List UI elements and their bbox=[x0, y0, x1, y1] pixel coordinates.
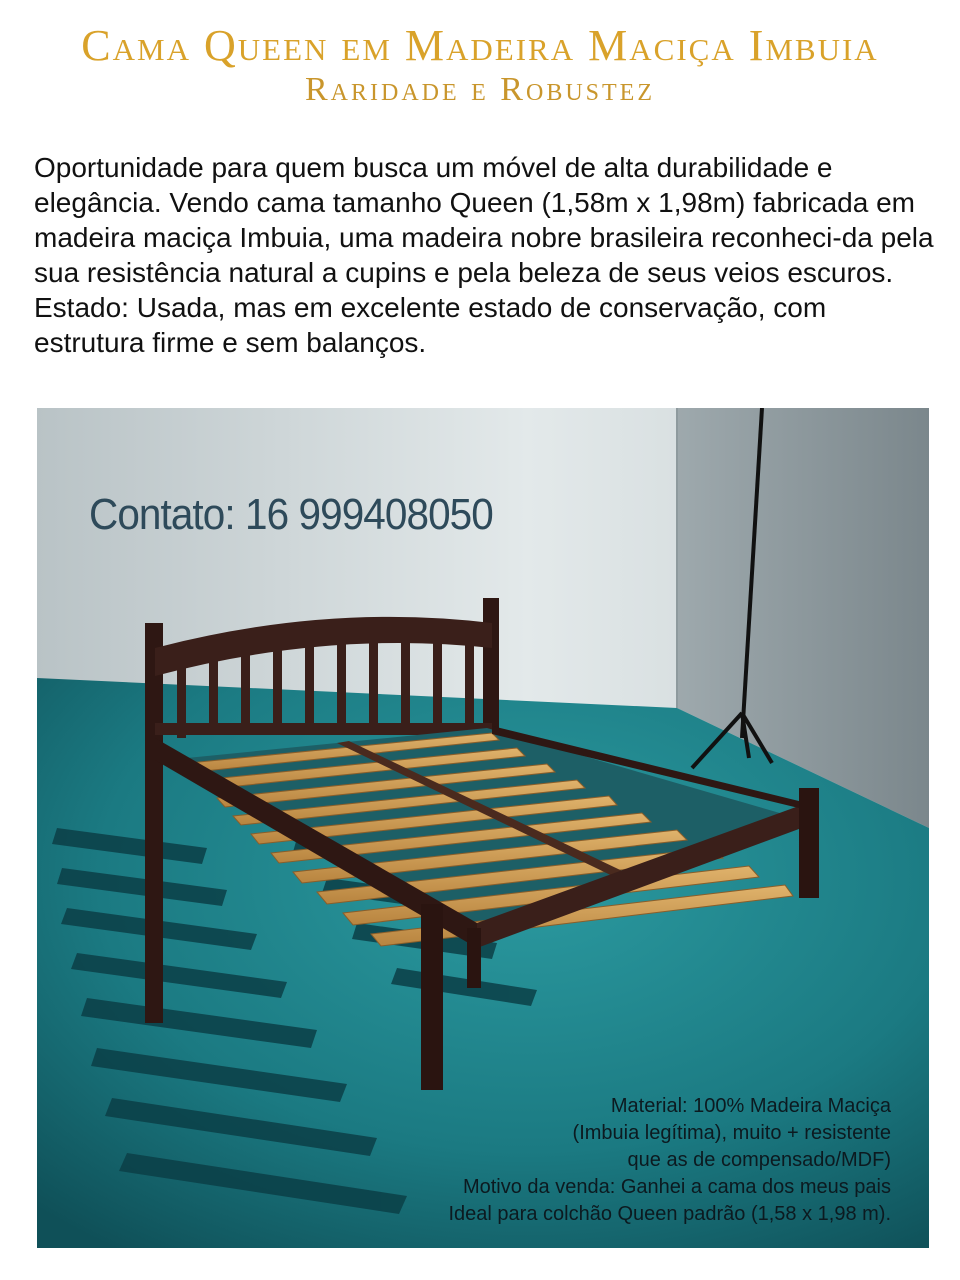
spec-line: (Imbuia legítima), muito + resistente bbox=[572, 1122, 891, 1144]
bed-photo bbox=[37, 408, 929, 1248]
page-title: Cama Queen em Madeira Maciça Imbuia bbox=[81, 21, 879, 70]
contact-phone: Contato: 16 999408050 bbox=[89, 490, 493, 539]
spec-line: Motivo da venda: Ganhei a cama dos meus pais bbox=[462, 1176, 891, 1198]
spec-line: Ideal para colchão Queen padrão (1,58 x 1,98 m). bbox=[448, 1203, 891, 1225]
page-subtitle: Raridade e Robustez bbox=[304, 71, 655, 108]
description bbox=[34, 150, 934, 360]
description-paragraph: Oportunidade para quem busca um móvel de alta durabilidade e elegância. Vendo cama tamanho Queen (1,58m x 1,98m) fabricada em madeira maciça Imbuia, uma madeira nobre brasileira reconheci-da pela sua resistência natural a cupins e pela beleza de seus veios escuros. bbox=[34, 152, 934, 288]
spec-line: que as de compensado/MDF) bbox=[627, 1149, 891, 1171]
specs-caption bbox=[331, 1093, 891, 1228]
description-condition: Estado: Usada, mas em excelente estado de conservação, com estrutura firme e sem balanços. bbox=[34, 292, 827, 358]
spec-line: Material: 100% Madeira Maciça bbox=[610, 1095, 891, 1117]
